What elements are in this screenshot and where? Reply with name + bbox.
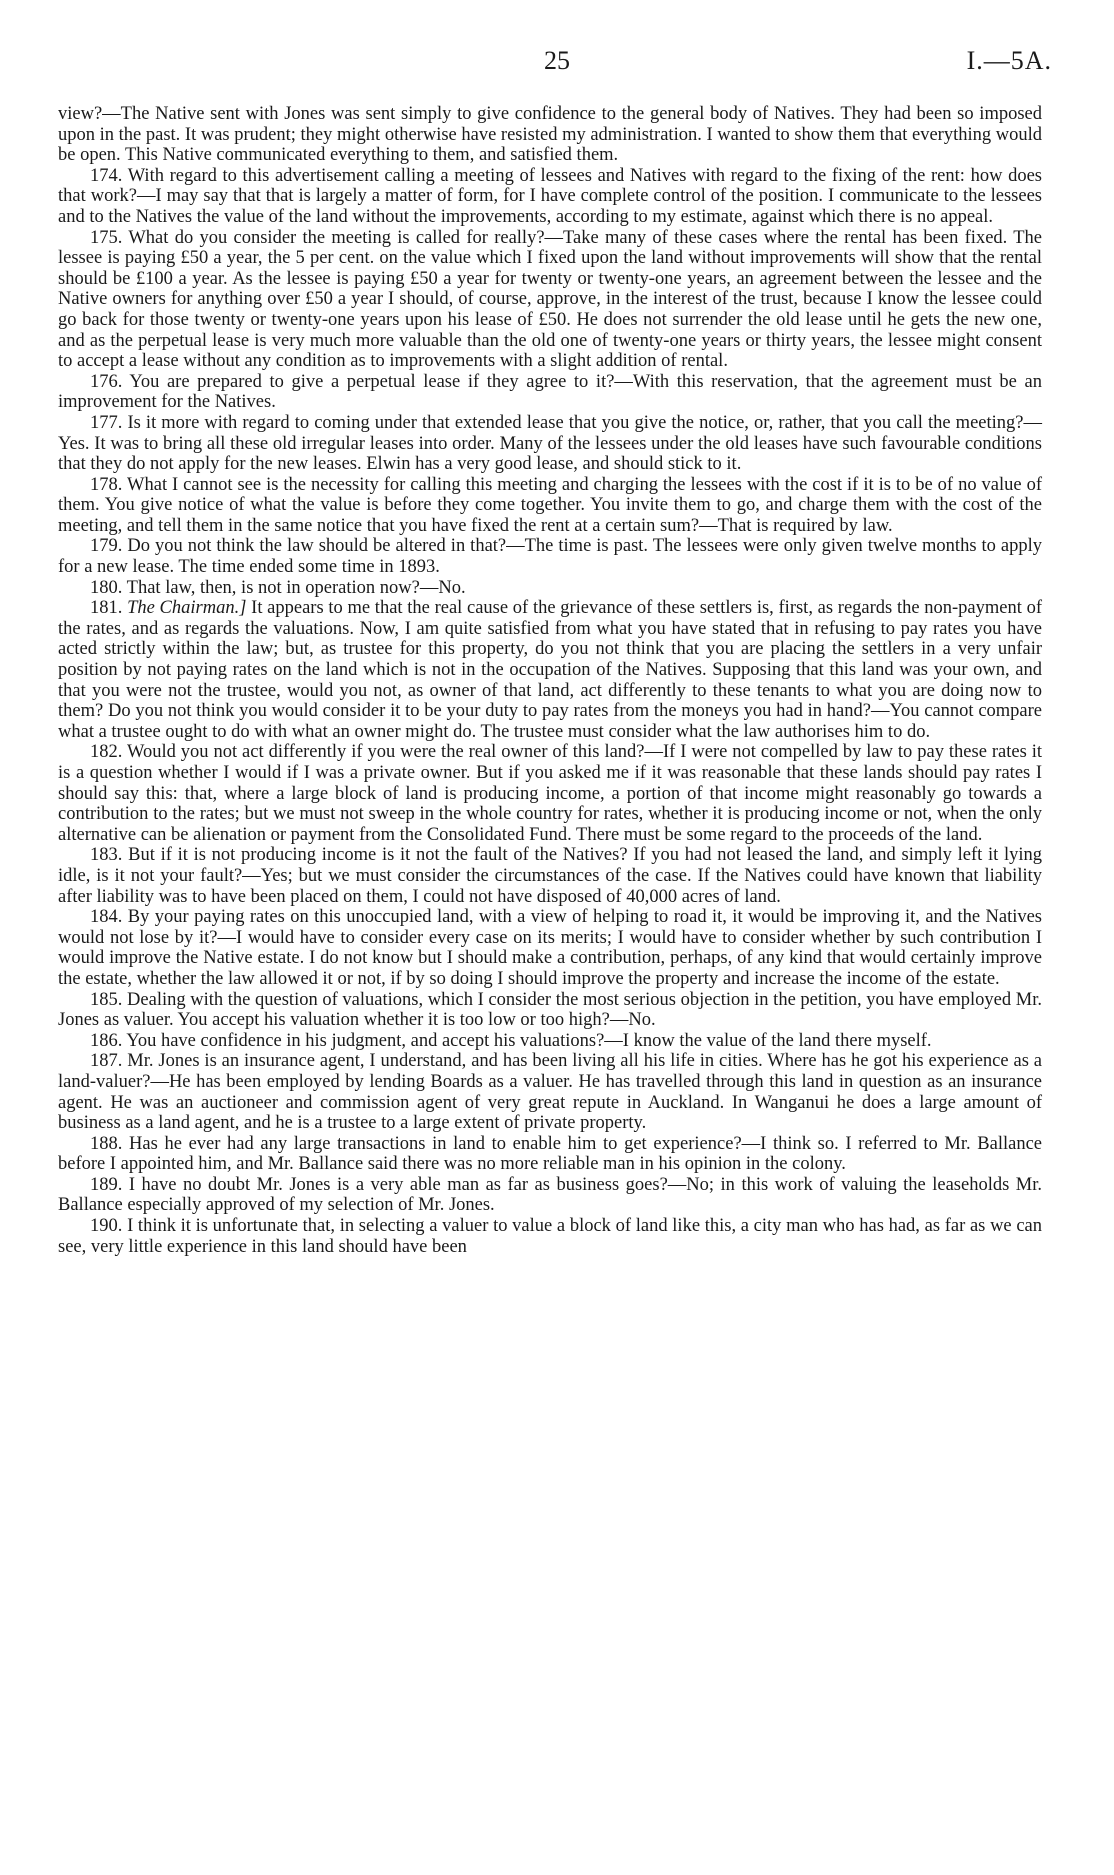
paragraph-text: Do you not think the law should be altered in that?—The time is past. The lessees were only given twelve months to apply for a new lease. The time ended some time in 1893. [58,536,1043,578]
paragraph-text: Would you not act differently if you were the real owner of this land?—If I were not compelled by law to pay these rates it is a question whether I would if I was a private owner. But if you asked me if it was reasonable that these lands should pay rates I should say this: that, where a large block of land is producing income, a portion of that income might reasonably go towards a contribution to the rates; but we must not sweep in the whole country for rates, whether it is producing income or not, when the only alternative can be alienation or payment from the Consolidated Fund. There must be some regard to the proceeds of the land. [58,742,1042,845]
question-number: 184. [90,907,123,928]
paragraph-text: Mr. Jones is an insurance agent, I understand, and has been living all his life in cities. Where has he got his experience as a land-valuer?—He has been employed by lending Boards as a valuer. He has travelled through this land in question as an insurance agent. He was an auctioneer and commission agent of very great repute in Auckland. In Wanganui he does a large amount of business as a land agent, and he is a trustee to a large extent of private property. [58,1051,1043,1134]
paragraph [58,1051,1042,1133]
question-number: 188. [90,1133,123,1154]
paragraph [58,1216,1042,1257]
paragraph-text: I think it is unfortunate that, in selecting a valuer to value a block of land like this, a city man who has had, as far as we can see, very little experience in this land should have been [58,1216,1043,1257]
question-number: 185. [90,989,123,1010]
paragraph [58,990,1042,1031]
question-number: 187. [90,1051,123,1072]
page-number: 25 [544,46,570,75]
question-number: 183. [90,845,123,866]
paragraph [58,372,1042,413]
paragraph [58,1031,1042,1052]
speaker-label: The Chairman.] [127,598,247,619]
paragraph-text: Is it more with regard to coming under that extended lease that you give the notice, or, rather, that you call the meeting?—Yes. It was to bring all these old irregular leases into order. Many of the lessees under the old leases have such favourable conditions that they do not apply for the new leases. Elwin has a very good lease, and should stick to it. [58,412,1042,475]
question-number: 189. [90,1174,123,1195]
document-reference: I.—5A. [966,46,1052,75]
paragraph-text: view?—The Native sent with Jones was sent simply to give confidence to the general body of Natives. They had been so imposed upon in the past. It was prudent; they might otherwise have resisted my administration. I wanted to show them that everything would be open. This Native communicated everything to them, and satisfied them. [58,104,1042,166]
paragraph [58,166,1042,228]
paragraph [58,845,1042,907]
question-number: 181. [90,598,123,619]
question-number: 177. [90,412,123,433]
question-number: 179. [90,536,123,557]
question-number: 178. [90,474,123,495]
paragraph-text: You have confidence in his judgment, and accept his valuations?—I know the value of the land there myself. [126,1030,932,1051]
paragraph [58,1175,1042,1216]
paragraph [58,1134,1042,1175]
paragraph [58,598,1042,742]
paragraph-text: It appears to me that the real cause of the grievance of these settlers is, first, as regards the non-payment of the rates, and as regards the valuations. Now, I am quite satisfied from what you have stated that in refusing to pay rates you have acted strictly within the law; but, as trustee for this property, do you not think that you are placing the settlers in a very unfair position by not paying rates on the land which is not in the occupation of the Natives. Supposing that this land was your own, and that you were not the trustee, would you not, as owner of that land, act differently to these tenants to what you are doing now to them? Do you not think you would consider it to be your duty to pay rates from the moneys you had in hand?—You cannot compare what a trustee ought to do with what an owner might do. The trustee must consider what the law authorises him to do. [58,598,1042,742]
paragraph-text: By your paying rates on this unoccupied land, with a view of helping to road it, it would be improving it, and the Natives would not lose by it?—I would have to consider every case on its merits; I would have to consider whether by such contribution I would improve the Native estate. I do not know but I should make a contribution, perhaps, of any kind that would certainly improve the estate, whether the law allowed it or not, if by so doing I should improve the property and increase the income of the estate. [58,907,1043,989]
question-number: 175. [90,227,123,248]
paragraph-text: I have no doubt Mr. Jones is a very able man as far as business goes?—No; in this work of valuing the leaseholds Mr. Ballance especially approved of my selection of Mr. Jones. [58,1174,1043,1216]
question-number: 180. [90,577,123,598]
question-number: 182. [90,742,123,763]
paragraph-text: What I cannot see is the necessity for calling this meeting and charging the lessees with the cost if it is to be of no value of them. You give notice of what the value is before they come together. You invite them to go, and charge them with the cost of the meeting, and tell them in the same notice that you have fixed the rent at a certain sum?—That is required by law. [58,474,1042,536]
question-number: 186. [90,1030,123,1051]
paragraph [58,578,1042,599]
paragraph [58,536,1042,577]
paragraph-text: But if it is not producing income is it not the fault of the Natives? If you had not leased the land, and simply left it lying idle, is it not your fault?—Yes; but we must consider the circumstances of the case. If the Natives could have known that liability after liability was to have been placed on them, I could not have disposed of 40,000 acres of land. [58,845,1043,907]
question-number: 176. [90,371,123,392]
paragraph-text: What do you consider the meeting is called for really?—Take many of these cases where the rental has been fixed. The lessee is paying £50 a year, the 5 per cent. on the value which I fixed upon the land without improvements will show that the rental should be £100 a year. As the lessee is paying £50 a year for twenty or twenty-one years, an agreement between the lessee and the Native owners for anything over £50 a year I should, of course, approve, in the interest of the trust, because I know the lessee could go back for those twenty or twenty-one years upon his lease of £50. He does not surrender the old lease until he gets the new one, and as the perpetual lease is very much more valuable than the old one of twenty-one years or thirty years, the lessee might consent to accept a lease without any condition as to improvements with a slight addition of rental. [58,227,1042,372]
paragraph [58,413,1042,475]
question-number: 190. [90,1216,123,1237]
paragraph [58,907,1042,989]
paragraph-text: That law, then, is not in operation now?—No. [126,577,466,598]
paragraph-text: With regard to this advertisement calling a meeting of lessees and Natives with regard to the fixing of the rent: how does that work?—I may say that that is largely a matter of form, for I have complete control of the position. I communicate to the lessees and to the Natives the value of the land without the improvements, according to my estimate, against which there is no appeal. [58,165,1042,227]
paragraph [58,742,1042,845]
page-header [0,46,1114,86]
paragraph-text: You are prepared to give a perpetual lease if they agree to it?—With this reservation, that the agreement must be an improvement for the Natives. [58,371,1042,413]
document-body [58,104,1042,1257]
paragraph [58,104,1042,166]
paragraph [58,475,1042,537]
paragraph [58,228,1042,372]
paragraph-text: Dealing with the question of valuations, which I consider the most serious objection in the petition, you have employed Mr. Jones as valuer. You accept his valuation whether it is too low or too high?—No. [58,989,1042,1031]
question-number: 174. [90,165,123,186]
paragraph-text: Has he ever had any large transactions in land to enable him to get experience?—I think so. I referred to Mr. Ballance before I appointed him, and Mr. Ballance said there was no more reliable man in his opinion in the colony. [58,1133,1042,1175]
